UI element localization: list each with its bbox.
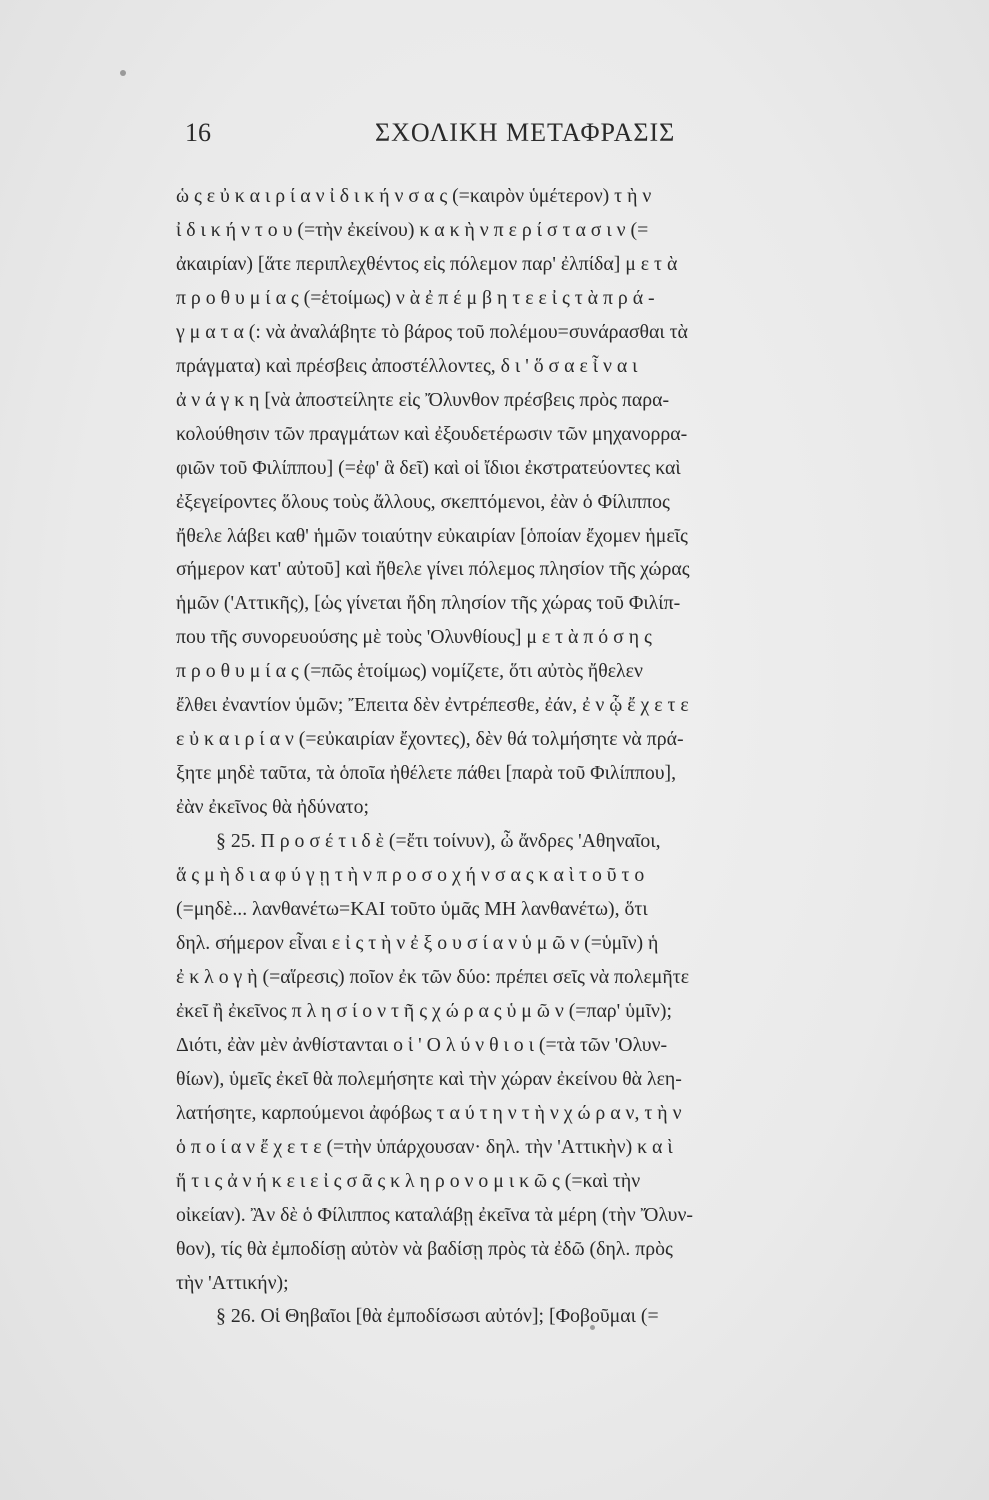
section-26-start: § 26. Οἱ Θηβαῖοι [θὰ ἐμποδίσωσι αὐτόν]; [Φοβοῦμαι (=	[216, 1305, 659, 1328]
text-line: ἐὰν ἐκεῖνος θὰ ἠδύνατο;	[176, 796, 369, 819]
text-line: ε ὐ κ α ι ρ ί α ν (=εὐκαιρίαν ἔχοντες), δὲν θά τολμήσητε νὰ πρά-	[176, 728, 684, 751]
text-line: ἔλθει ἐναντίον ὑμῶν; Ἔπειτα δὲν ἐντρέπεσθε, ἐάν, ἐ ν ᾧ ἔ χ ε τ ε	[176, 694, 689, 717]
page-number: 16	[185, 118, 211, 147]
text-line: τὴν 'Αττικήν);	[176, 1271, 289, 1294]
page-header	[185, 118, 905, 158]
text-line: λατήσητε, καρπούμενοι ἀφόβως τ α ύ τ η ν τ ὴ ν χ ώ ρ α ν, τ ὴ ν	[176, 1101, 682, 1124]
text-line: π ρ ο θ υ μ ί α ς (=ἑτοίμως) ν ὰ ἐ π έ μ β η τ ε ε ἰ ς τ ὰ π ρ ά -	[176, 286, 655, 309]
text-line: θον), τίς θὰ ἐμποδίσῃ αὐτὸν νὰ βαδίσῃ πρὸς τὰ ἐδῶ (δηλ. πρὸς	[176, 1237, 673, 1260]
text-line: θίων), ὑμεῖς ἐκεῖ θὰ πολεμήσητε καὶ τὴν χώραν ἐκείνου θὰ λεη-	[176, 1067, 682, 1090]
text-line: Διότι, ἐὰν μὲν ἀνθίστανται ο ἱ ' Ο λ ύ ν θ ι ο ι (=τὰ τῶν 'Ολυν-	[176, 1033, 668, 1056]
text-line: ἅ ς μ ὴ δ ι α φ ύ γ ῃ τ ὴ ν π ρ ο σ ο χ ή ν σ α ς κ α ὶ τ ο ῦ τ ο	[176, 864, 645, 887]
section-25-start: § 25. Π ρ ο σ έ τ ι δ ὲ (=ἔτι τοίνυν), ὦ ἄνδρες 'Αθηναῖοι,	[216, 830, 661, 853]
text-line: πράγματα) καὶ πρέσβεις ἀποστέλλοντες, δ ι ' ὅ σ α ε ἶ ν α ι	[176, 354, 638, 377]
text-line: ἐξεγείροντες ὅλους τοὺς ἄλλους, σκεπτόμενοι, ἐὰν ὁ Φίλιππος	[176, 490, 670, 513]
text-line: ξητε μηδὲ ταῦτα, τὰ ὁποῖα ἠθέλετε πάθει [παρὰ τοῦ Φιλίππου],	[176, 762, 677, 785]
text-line: ὡ ς ε ὐ κ α ι ρ ί α ν ἰ δ ι κ ή ν σ α ς (=καιρὸν ὑμέτερον) τ ὴ ν	[176, 185, 652, 207]
text-line: ἐκεῖ ἢ ἐκεῖνος π λ η σ ί ο ν τ ῆ ς χ ώ ρ α ς ὑ μ ῶ ν (=παρ' ὑμῖν);	[176, 999, 672, 1022]
ink-speck	[120, 70, 126, 76]
text-line: δηλ. σήμερον εἶναι ε ἰ ς τ ὴ ν ἐ ξ ο υ σ ί α ν ὑ μ ῶ ν (=ὑμῖν) ἡ	[176, 931, 659, 954]
text-line: σήμερον κατ' αὐτοῦ] καὶ ἤθελε γίνει πόλεμος πλησίον τῆς χώρας	[176, 558, 690, 581]
text-line: ἀκαιρίαν) [ἅτε περιπλεχθέντος εἰς πόλεμον παρ' ἐλπίδα] μ ε τ ὰ	[176, 252, 678, 275]
text-line: ἡμῶν ('Αττικῆς), [ὡς γίνεται ἤδη πλησίον τῆς χώρας τοῦ Φιλίπ-	[176, 592, 681, 615]
running-title: ΣΧΟΛΙΚΗ ΜΕΤΑΦΡΑΣΙΣ	[375, 118, 676, 147]
text-line: (=μηδὲ... λανθανέτω=ΚΑΙ τοῦτο ὑμᾶς ΜΗ λανθανέτω), ὅτι	[176, 898, 648, 921]
text-line: γ μ α τ α (: νὰ ἀναλάβητε τὸ βάρος τοῦ πολέμου=συνάρασθαι τὰ	[176, 320, 688, 343]
text-line: ἥ τ ι ς ἀ ν ή κ ε ι ε ἰ ς σ ᾶ ς κ λ η ρ ο ν ο μ ι κ ῶ ς (=καὶ τὴν	[176, 1169, 641, 1192]
text-line: ἀ ν ά γ κ η [νὰ ἀποστείλητε εἰς Ὄλυνθον πρέσβεις πρὸς παρα-	[176, 388, 670, 411]
text-line: που τῆς συνορευούσης μὲ τοὺς 'Ολυνθίους] μ ε τ ὰ π ό σ η ς	[176, 626, 652, 649]
text-line: φιῶν τοῦ Φιλίππου] (=ἐφ' ἃ δεῖ) καὶ οἱ ἴδιοι ἐκστρατεύοντες καὶ	[176, 456, 681, 479]
text-line: ἰ δ ι κ ή ν τ ο υ (=τὴν ἐκείνου) κ α κ ὴ ν π ε ρ ί σ τ α σ ι ν (=	[176, 218, 649, 241]
text-line: οἰκείαν). Ἂν δὲ ὁ Φίλιππος καταλάβῃ ἐκεῖνα τὰ μέρη (τὴν Ὄλυν-	[176, 1203, 694, 1226]
text-line: ἤθελε λάβει καθ' ἡμῶν τοιαύτην εὐκαιρίαν [ὁποίαν ἔχομεν ἡμεῖς	[176, 524, 688, 547]
text-line: π ρ ο θ υ μ ί α ς (=πῶς ἑτοίμως) νομίζετε, ὅτι αὐτὸς ἤθελεν	[176, 660, 643, 683]
body-text	[176, 180, 904, 1334]
text-line: ὁ π ο ί α ν ἔ χ ε τ ε (=τὴν ὑπάρχουσαν· δηλ. τὴν 'Αττικὴν) κ α ὶ	[176, 1135, 673, 1158]
text-line: ἐ κ λ ο γ ὴ (=αἵρεσις) ποῖον ἐκ τῶν δύο: πρέπει σεῖς νὰ πολεμῆτε	[176, 965, 690, 988]
text-line: κολούθησιν τῶν πραγμάτων καὶ ἐξουδετέρωσιν τῶν μηχανορρα-	[176, 422, 688, 445]
